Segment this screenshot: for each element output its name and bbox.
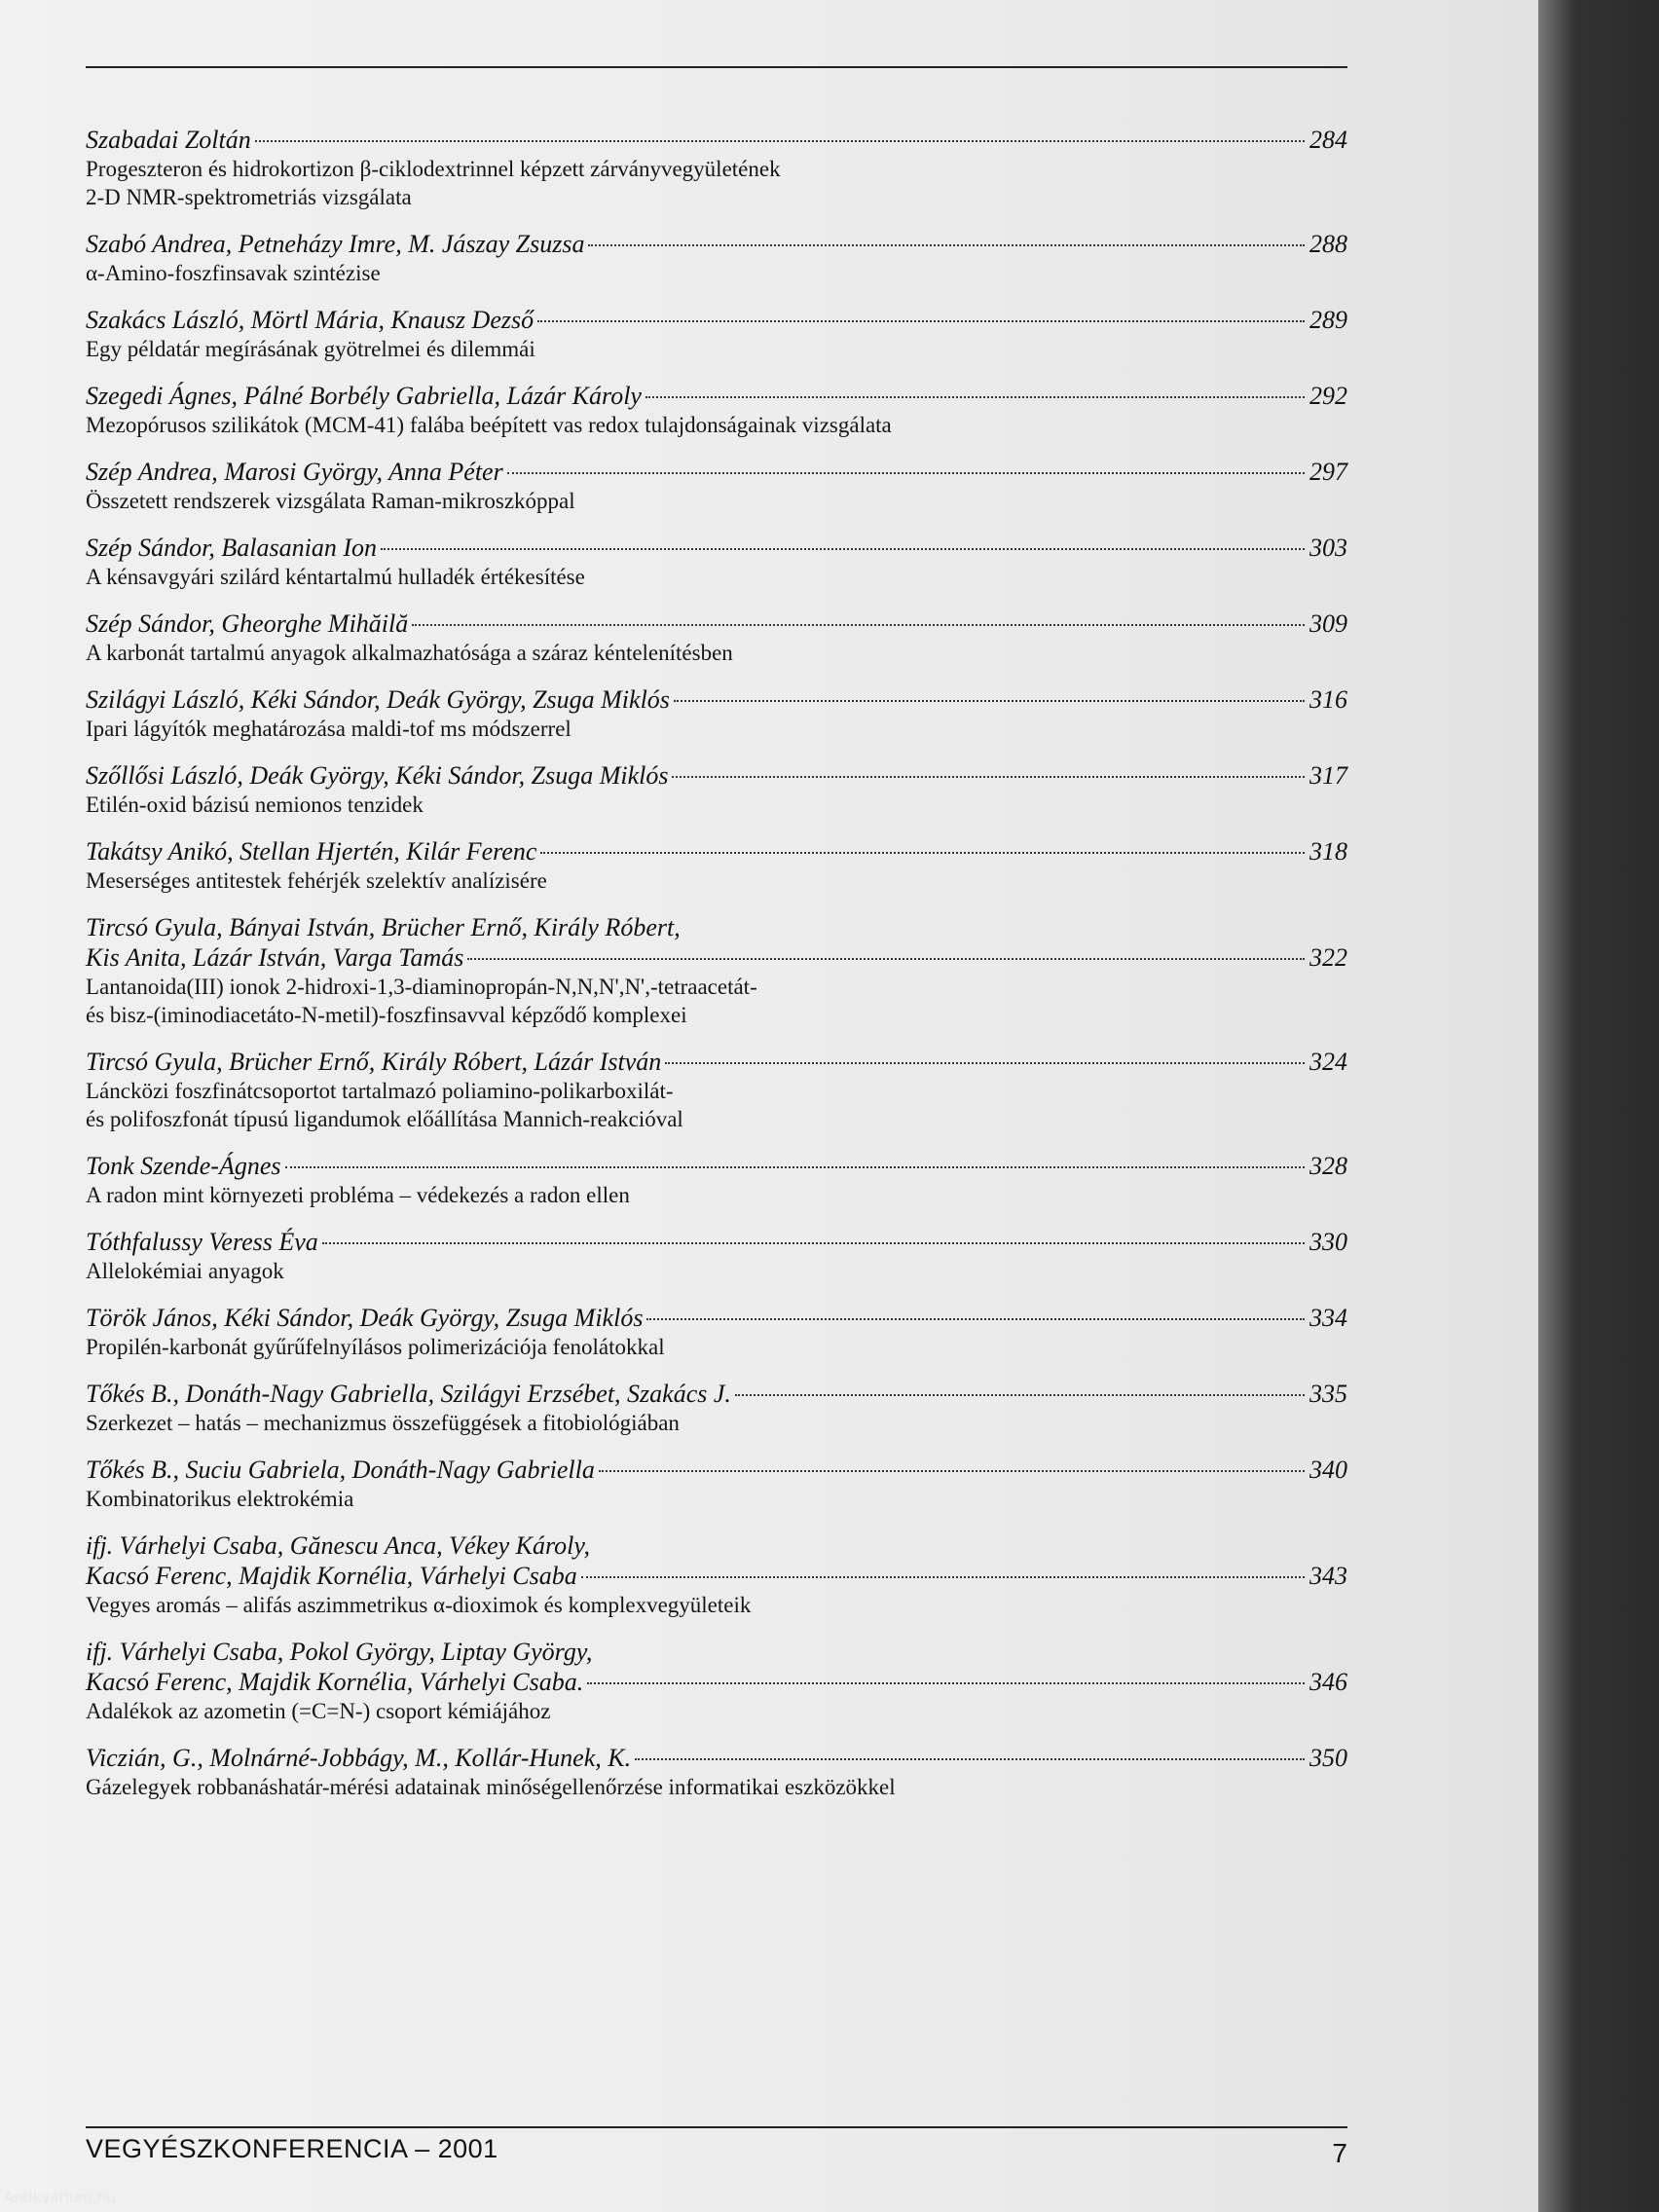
dot-leader	[645, 396, 1305, 398]
entry-author-line	[86, 1561, 1347, 1591]
entry-authors: Tonk Szende-Ágnes	[86, 1152, 281, 1180]
entry-page-number: 324	[1309, 1048, 1347, 1076]
entry-page-number: 309	[1309, 609, 1347, 638]
toc-entry	[86, 1530, 1347, 1619]
entry-page-number: 318	[1309, 837, 1347, 866]
entry-title: Meserséges antitestek fehérjék szelektív analízisére	[86, 868, 547, 893]
dot-leader	[646, 1318, 1305, 1320]
entry-author-line	[86, 305, 1347, 335]
entry-authors: Tőkés B., Donáth-Nagy Gabriella, Szilágyi Erzsébet, Szakács J.	[86, 1380, 731, 1408]
entry-title: Kombinatorikus elektrokémia	[86, 1487, 354, 1511]
entry-page-number: 284	[1309, 126, 1347, 154]
entry-title: Lantanoida(III) ionok 2-hidroxi-1,3-diaminopropán-N,N,N',N',-tetraacetát-	[86, 975, 757, 999]
entry-title: 2-D NMR-spektrometriás vizsgálata	[86, 185, 412, 209]
entry-title: Adalékok az azometin (=C=N-) csoport kémiájához	[86, 1699, 551, 1723]
entry-authors: Török János, Kéki Sándor, Deák György, Zsuga Miklós	[86, 1304, 644, 1332]
dot-leader	[581, 1576, 1305, 1578]
toc-entry	[86, 1637, 1347, 1725]
toc-entry	[86, 1303, 1347, 1361]
toc-entry	[86, 760, 1347, 819]
entry-page-number: 316	[1309, 685, 1347, 714]
entry-author-line	[86, 1227, 1347, 1257]
entry-authors: Tőkés B., Suciu Gabriela, Donáth-Nagy Gabriella	[86, 1456, 595, 1484]
dot-leader	[735, 1394, 1305, 1396]
entry-authors: ifj. Várhelyi Csaba, Gănescu Anca, Vékey Károly,	[86, 1531, 590, 1560]
entry-title: Összetett rendszerek vizsgálata Raman-mikroszkóppal	[86, 489, 575, 513]
entry-author-line	[86, 1303, 1347, 1333]
footer-journal-title: VEGYÉSZKONFERENCIA – 2001	[86, 2134, 498, 2163]
entry-title: Szerkezet – hatás – mechanizmus összefüggések a fitobiológiában	[86, 1411, 680, 1435]
entry-author-line	[86, 836, 1347, 866]
dot-leader	[674, 700, 1305, 702]
entry-page-number: 346	[1309, 1668, 1347, 1696]
dot-leader	[537, 320, 1305, 322]
entry-page-number: 317	[1309, 761, 1347, 790]
entry-authors: Kacsó Ferenc, Majdik Kornélia, Várhelyi Csaba	[86, 1562, 577, 1590]
entry-title: Ipari lágyítók meghatározása maldi-tof ms módszerrel	[86, 717, 571, 741]
toc-entry	[86, 608, 1347, 667]
entry-author-line	[86, 229, 1347, 259]
entry-authors: Takátsy Anikó, Stellan Hjertén, Kilár Ferenc	[86, 837, 537, 866]
dot-leader	[588, 244, 1305, 246]
entry-page-number: 292	[1309, 382, 1347, 410]
toc-entry	[86, 684, 1347, 743]
toc-entry	[86, 1379, 1347, 1437]
entry-title: Propilén-karbonát gyűrűfelnyílásos polimerizációja fenolátokkal	[86, 1335, 665, 1359]
dot-leader	[322, 1242, 1305, 1244]
entry-author-line	[86, 381, 1347, 411]
entry-title: és bisz-(iminodiacetáto-N-metil)-foszfinsavval képződő komplexei	[86, 1003, 687, 1027]
entry-authors: Szegedi Ágnes, Pálné Borbély Gabriella, Lázár Károly	[86, 382, 642, 410]
entry-author-line	[86, 608, 1347, 639]
entry-page-number: 343	[1309, 1562, 1347, 1590]
entry-title: α-Amino-foszfinsavak szintézise	[86, 261, 381, 285]
entry-authors: Szép Sándor, Gheorghe Mihăilă	[86, 609, 409, 638]
entry-author-line	[86, 942, 1347, 973]
toc-entry	[86, 1047, 1347, 1133]
entry-page-number: 340	[1309, 1456, 1347, 1484]
entry-page-number: 288	[1309, 230, 1347, 258]
entry-author-line	[86, 457, 1347, 487]
dot-leader	[587, 1682, 1305, 1684]
entry-page-number: 330	[1309, 1228, 1347, 1256]
toc-entry	[86, 1227, 1347, 1285]
dot-leader	[665, 1062, 1305, 1064]
entry-author-line	[86, 1151, 1347, 1181]
toc-entry	[86, 836, 1347, 895]
entry-page-number: 350	[1309, 1744, 1347, 1772]
entry-author-line	[86, 1667, 1347, 1697]
entry-title: Etilén-oxid bázisú nemionos tenzidek	[86, 793, 424, 817]
dot-leader	[635, 1758, 1305, 1760]
entry-authors: Szilágyi László, Kéki Sándor, Deák György, Zsuga Miklós	[86, 685, 670, 714]
entry-page-number: 328	[1309, 1152, 1347, 1180]
entry-author-line	[86, 684, 1347, 715]
dot-leader	[672, 776, 1305, 778]
entry-authors: Tircsó Gyula, Brücher Ernő, Király Róbert, Lázár István	[86, 1048, 662, 1076]
toc-entry	[86, 1743, 1347, 1801]
page-edge-shadow	[1538, 0, 1659, 2212]
entry-page-number: 303	[1309, 534, 1347, 562]
entry-title: Láncközi foszfinátcsoportot tartalmazó poliamino-polikarboxilát-	[86, 1079, 674, 1103]
entry-authors: Tircsó Gyula, Bányai István, Brücher Ernő, Király Róbert,	[86, 913, 681, 941]
entry-title: Allelokémiai anyagok	[86, 1259, 284, 1283]
entry-authors: Szép Andrea, Marosi György, Anna Péter	[86, 458, 503, 486]
top-rule	[86, 66, 1347, 68]
watermark: Antikvárium.hu	[4, 2189, 116, 2206]
entry-page-number: 334	[1309, 1304, 1347, 1332]
entry-author-line	[86, 1455, 1347, 1485]
entry-page-number: 289	[1309, 306, 1347, 334]
entry-title: Egy példatár megírásának gyötrelmei és dilemmái	[86, 337, 535, 361]
toc-entry	[86, 229, 1347, 287]
entry-authors: Viczián, G., Molnárné-Jobbágy, M., Kollár-Hunek, K.	[86, 1744, 632, 1772]
toc-entry	[86, 125, 1347, 211]
toc-entry	[86, 912, 1347, 1029]
toc-entry	[86, 1455, 1347, 1513]
entry-authors: Szép Sándor, Balasanian Ion	[86, 534, 377, 562]
table-of-contents	[86, 125, 1347, 1819]
entry-author-line	[86, 1379, 1347, 1409]
toc-entry	[86, 1151, 1347, 1209]
entry-author-line	[86, 760, 1347, 791]
dot-leader	[467, 958, 1305, 960]
entry-authors: ifj. Várhelyi Csaba, Pokol György, Liptay György,	[86, 1638, 593, 1666]
entry-page-number: 335	[1309, 1380, 1347, 1408]
entry-author-line	[86, 1743, 1347, 1773]
entry-title: A radon mint környezeti probléma – védekezés a radon ellen	[86, 1183, 630, 1207]
entry-authors: Kacsó Ferenc, Majdik Kornélia, Várhelyi Csaba.	[86, 1668, 584, 1696]
entry-authors: Szabadai Zoltán	[86, 126, 251, 154]
dot-leader	[412, 624, 1305, 626]
entry-authors: Kis Anita, Lázár István, Varga Tamás	[86, 943, 464, 972]
entry-title: és polifoszfonát típusú ligandumok előállítása Mannich-reakcióval	[86, 1107, 683, 1131]
entry-authors: Szabó Andrea, Petneházy Imre, M. Jászay Zsuzsa	[86, 230, 585, 258]
bottom-rule	[86, 2126, 1347, 2128]
toc-entry	[86, 381, 1347, 439]
entry-title: Gázelegyek robbanáshatár-mérési adatainak minőségellenőrzése informatikai eszközökkel	[86, 1775, 896, 1799]
entry-author-line	[86, 125, 1347, 155]
dot-leader	[285, 1166, 1305, 1168]
entry-title: A karbonát tartalmú anyagok alkalmazhatósága a száraz kéntelenítésben	[86, 641, 733, 665]
entry-authors: Szőllősi László, Deák György, Kéki Sándor, Zsuga Miklós	[86, 761, 669, 790]
entry-title: Progeszteron és hidrokortizon β-ciklodextrinnel képzett zárványvegyületének	[86, 157, 781, 181]
dot-leader	[507, 472, 1305, 474]
dot-leader	[599, 1470, 1305, 1472]
entry-authors: Szakács László, Mörtl Mária, Knausz Dezső	[86, 306, 535, 334]
dot-leader	[255, 140, 1305, 142]
toc-entry	[86, 533, 1347, 591]
entry-author-line	[86, 1047, 1347, 1077]
toc-entry	[86, 305, 1347, 363]
toc-entry	[86, 457, 1347, 515]
footer-page-number: 7	[1332, 2138, 1347, 2168]
dot-leader	[540, 852, 1305, 854]
dot-leader	[381, 548, 1305, 550]
entry-title: Mezopórusos szilikátok (MCM-41) falába beépített vas redox tulajdonságainak vizsgálata	[86, 413, 892, 437]
entry-page-number: 322	[1309, 943, 1347, 972]
entry-page-number: 297	[1309, 458, 1347, 486]
entry-title: A kénsavgyári szilárd kéntartalmú hulladék értékesítése	[86, 565, 585, 589]
entry-authors: Tóthfalussy Veress Éva	[86, 1228, 318, 1256]
entry-author-line	[86, 533, 1347, 563]
entry-title: Vegyes aromás – alifás aszimmetrikus α-dioximok és komplexvegyületeik	[86, 1593, 752, 1617]
